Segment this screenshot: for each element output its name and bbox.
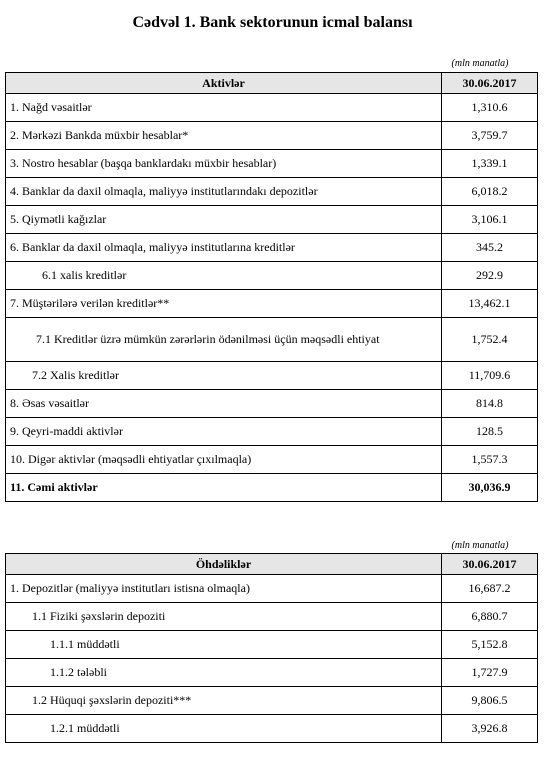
table-row (6, 631, 538, 659)
row-label: 6. Banklar da daxil olmaqla, maliyyə institutlarına kreditlər (6, 234, 442, 262)
assets-table (5, 72, 538, 502)
unit-note-liabilities: (mln manatla) (451, 540, 509, 551)
table-row (6, 94, 538, 122)
liabilities-header-row (6, 554, 538, 575)
row-value: 9,806.5 (442, 687, 538, 715)
row-value: 13,462.1 (442, 290, 538, 318)
liabilities-table (5, 553, 538, 743)
row-label: 2. Mərkəzi Bankda müxbir hesablar* (6, 122, 442, 150)
row-label: 1.1 Fiziki şəxslərin depoziti (6, 603, 442, 631)
row-label: 1. Depozitlər (maliyyə institutları istisna olmaqla) (6, 575, 442, 603)
table-row (6, 390, 538, 418)
row-label: 1. Nağd vəsaitlər (6, 94, 442, 122)
assets-header-date: 30.06.2017 (442, 73, 538, 94)
row-value: 3,926.8 (442, 715, 538, 743)
table-row (6, 206, 538, 234)
row-value: 3,759.7 (442, 122, 538, 150)
table-row (6, 715, 538, 743)
row-label: 4. Banklar da daxil olmaqla, maliyyə institutlarındakı depozitlər (6, 178, 442, 206)
assets-header-row (6, 73, 538, 94)
unit-note-assets: (mln manatla) (451, 58, 509, 69)
table-row (6, 234, 538, 262)
row-label: 9. Qeyri-maddi aktivlər (6, 418, 442, 446)
table-row (6, 446, 538, 474)
row-value: 814.8 (442, 390, 538, 418)
row-value: 128.5 (442, 418, 538, 446)
row-value: 5,152.8 (442, 631, 538, 659)
row-value: 11,709.6 (442, 362, 538, 390)
row-label: 1.1.1 müddətli (6, 631, 442, 659)
row-value: 3,106.1 (442, 206, 538, 234)
table-row (6, 262, 538, 290)
row-label: 6.1 xalis kreditlər (6, 262, 442, 290)
table-title: Cədvəl 1. Bank sektorunun icmal balansı (132, 14, 413, 31)
row-value: 1,310.6 (442, 94, 538, 122)
row-value: 30,036.9 (442, 474, 538, 502)
row-label: 11. Cəmi aktivlər (6, 474, 442, 502)
table-row (6, 687, 538, 715)
table-row (6, 575, 538, 603)
table-row (6, 603, 538, 631)
table-row (6, 122, 538, 150)
table-row (6, 418, 538, 446)
row-label: 7.2 Xalis kreditlər (6, 362, 442, 390)
row-value: 1,557.3 (442, 446, 538, 474)
total-row (6, 474, 538, 502)
row-label: 1.2 Hüquqi şəxslərin depoziti*** (6, 687, 442, 715)
row-value: 1,752.4 (442, 318, 538, 362)
row-label: 10. Digər aktivlər (məqsədli ehtiyatlar çıxılmaqla) (6, 446, 442, 474)
row-label: 5. Qiymətli kağızlar (6, 206, 442, 234)
table-row (6, 362, 538, 390)
row-value: 292.9 (442, 262, 538, 290)
liabilities-header-label: Öhdəliklər (6, 554, 442, 575)
table-row (6, 150, 538, 178)
row-value: 16,687.2 (442, 575, 538, 603)
row-label: 1.1.2 tələbli (6, 659, 442, 687)
table-row (6, 178, 538, 206)
row-value: 1,727.9 (442, 659, 538, 687)
table-row (6, 659, 538, 687)
row-label: 7.1 Kreditlər üzrə mümkün zərərlərin ödənilməsi üçün məqsədli ehtiyat (6, 318, 442, 362)
table-row (6, 318, 538, 362)
table-row (6, 290, 538, 318)
row-label: 8. Əsas vəsaitlər (6, 390, 442, 418)
row-value: 6,880.7 (442, 603, 538, 631)
row-label: 7. Müştərilərə verilən kreditlər** (6, 290, 442, 318)
liabilities-header-date: 30.06.2017 (442, 554, 538, 575)
row-value: 6,018.2 (442, 178, 538, 206)
row-value: 345.2 (442, 234, 538, 262)
row-label: 3. Nostro hesablar (başqa banklardakı müxbir hesablar) (6, 150, 442, 178)
row-label: 1.2.1 müddətli (6, 715, 442, 743)
row-value: 1,339.1 (442, 150, 538, 178)
assets-header-label: Aktivlər (6, 73, 442, 94)
